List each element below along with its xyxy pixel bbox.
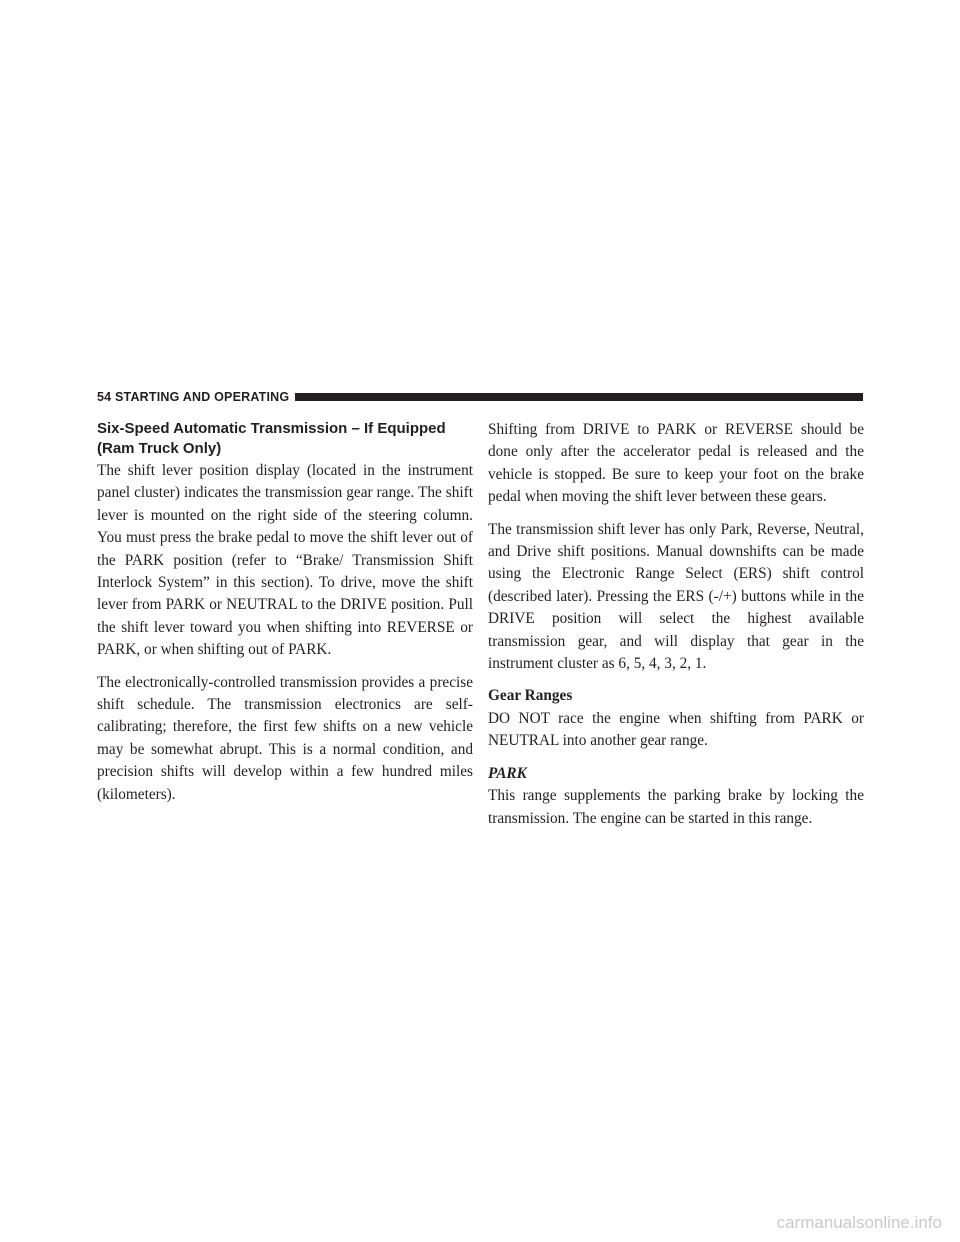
header-rule — [295, 393, 863, 401]
paragraph: This range supplements the parking brake by locking the transmission. The engine can be started in this range. — [488, 787, 864, 827]
page-number: 54 — [97, 390, 112, 404]
section-title-line-1: Six-Speed Automatic Transmission – If Equipped — [97, 420, 446, 437]
section-name: STARTING AND OPERATING — [115, 390, 290, 404]
paragraph: The transmission shift lever has only Park, Reverse, Neutral, and Drive shift positions. Manual downshifts can be made using the Electronic Range Select (ERS) shift control (described later). Pressing the ERS (-/+) buttons while in the DRIVE position will select the highest available transmission gear, and will display that gear in the instrument cluster as 6, 5, 4, 3, 2, 1. — [488, 520, 864, 673]
page-header-label — [97, 390, 289, 404]
park-heading: PARK — [488, 764, 527, 782]
paragraph: Shifting from DRIVE to PARK or REVERSE should be done only after the accelerator pedal is released and the vehicle is stopped. Be sure to keep your foot on the brake pedal when moving the shift lever between these gears. — [488, 421, 864, 506]
left-column — [97, 419, 473, 816]
section-title — [97, 419, 473, 458]
page-header — [97, 389, 863, 405]
paragraph: DO NOT race the engine when shifting from PARK or NEUTRAL into another gear range. — [488, 709, 864, 750]
right-column — [488, 419, 864, 840]
paragraph: The shift lever position display (located in the instrument panel cluster) indicates the transmission gear range. The shift lever is mounted on the right side of the steering column. You must press the brake pedal to move the shift lever out of the PARK position (refer to “Brake/ Transmission Shift Interlock System” in this section). To drive, move the shift lever from PARK or NEUTRAL to the DRIVE position. Pull the shift lever toward you when shifting into REVERSE or PARK, or when shifting out of PARK. — [97, 462, 473, 659]
watermark: carmanualsonline.info — [776, 1213, 942, 1232]
gear-ranges-heading: Gear Ranges — [488, 687, 573, 705]
section-title-line-2: (Ram Truck Only) — [97, 439, 222, 457]
paragraph: The electronically-controlled transmission provides a precise shift schedule. The transmission electronics are self-calibrating; therefore, the first few shifts on a new vehicle may be somewhat abrupt. This is a normal condition, and precision shifts will develop within a few hundred miles (kilometers). — [97, 673, 473, 803]
